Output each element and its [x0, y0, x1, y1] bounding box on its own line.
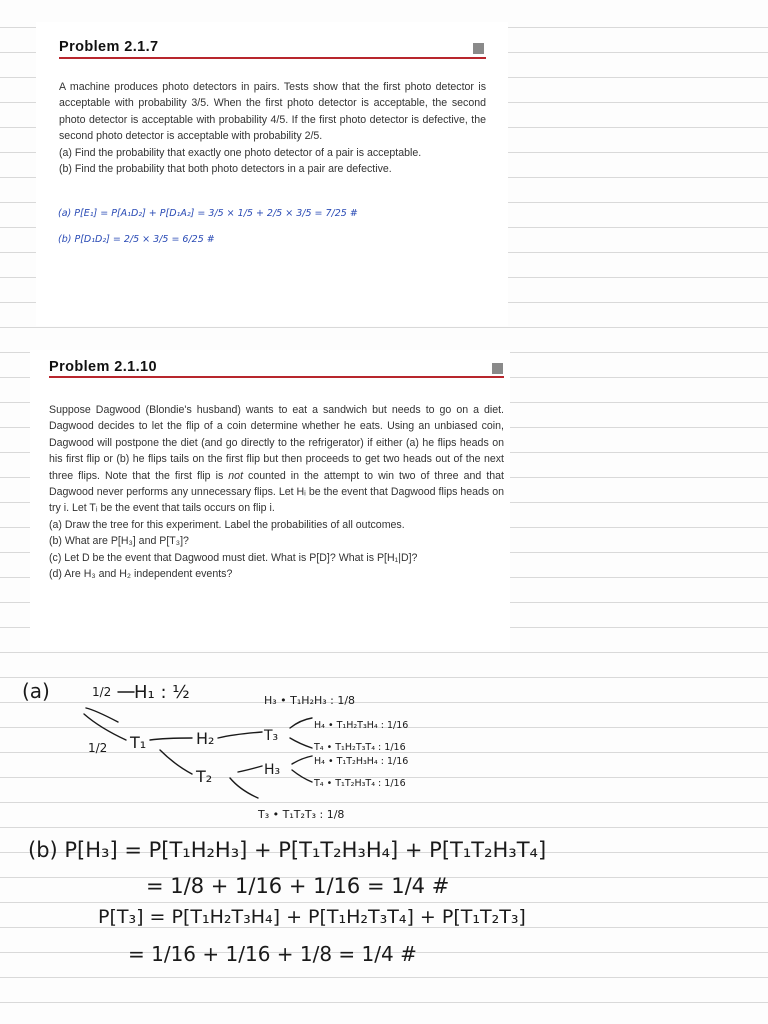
- problem-part-a: (a) Draw the tree for this experiment. Label the probabilities of all outcomes.: [49, 518, 405, 531]
- tree-branch: [84, 714, 126, 740]
- problem-part-d: (d) Are H₃ and H₂ independent events?: [49, 568, 233, 581]
- node-h2: H₂: [196, 729, 215, 748]
- tree-branch: [238, 766, 262, 772]
- end-square-icon: [492, 363, 503, 374]
- problem-part-b: (b) What are P[H₃] and P[T₃]?: [49, 535, 189, 548]
- problem-statement: Suppose Dagwood (Blondie's husband) wants to eat a sandwich but needs to go on a diet. Dagwood decides to let the flip of a coin determine whether he eats. Using an unbiased coin, Dagwood will postpone the diet (and go directly to the refrigerator) if either (a) he flips heads on his first flip or (b) he flips tails on the first flip but then proceeds to get two heads out of the next three flips. Note that the first flip is not counted in the attempt to win two of three and that Dagwood never performs any unnecessary flips. Let Hᵢ be the event that Dagwood flips heads on try i. Let Tᵢ be the event that tails occurs on flip i.: [49, 404, 504, 515]
- handwritten-answer-b: (b) P[D₁D₂] = 2/5 × 3/5 = 6/25 #: [58, 234, 215, 245]
- tree-branch: [290, 718, 312, 728]
- tree-branch: [230, 778, 258, 798]
- outcome-label: H₃ • T₁H₂H₃ : 1/8: [264, 694, 356, 707]
- problem-body: [49, 402, 504, 582]
- node-t3: T₃: [264, 728, 279, 744]
- problem-card-2-1-10: [30, 350, 510, 650]
- problem-title: Problem 2.1.10: [49, 359, 157, 375]
- outcome-label: T₃ • T₁T₂T₃ : 1/8: [258, 808, 345, 821]
- problem-part-b: (b) Find the probability that both photo detectors in a pair are defective.: [59, 163, 392, 176]
- node-h1-outcome: H₁ : ½: [134, 682, 190, 703]
- work-b-line4: = 1/16 + 1/16 + 1/8 = 1/4 #: [128, 942, 417, 966]
- outcome-label: T₄ • T₁T₂H₃T₄ : 1/16: [314, 778, 406, 789]
- tree-branch: [292, 770, 312, 782]
- tree-branch: [150, 738, 192, 740]
- tree-branch: [292, 756, 312, 764]
- tree-branch: [160, 750, 192, 774]
- handwritten-answer-a: (a) P[E₁] = P[A₁D₂] + P[D₁A₂] = 3/5 × 1/5 + 2/5 × 3/5 = 7/25 #: [58, 208, 358, 219]
- problem-part-c: (c) Let D be the event that Dagwood must diet. What is P[D]? What is P[H₁|D]?: [49, 551, 418, 564]
- title-underline: [49, 376, 504, 378]
- end-square-icon: [473, 43, 484, 54]
- node-h3: H₃: [264, 762, 281, 778]
- problem-title: Problem 2.1.7: [59, 39, 159, 55]
- outcome-label: H₄ • T₁H₂T₃H₄ : 1/16: [314, 720, 409, 731]
- node-t2: T₂: [196, 767, 213, 786]
- part-a-label: (a): [22, 679, 50, 703]
- work-b-line2: = 1/8 + 1/16 + 1/16 = 1/4 #: [146, 874, 450, 898]
- outcome-label: T₄ • T₁H₂T₃T₄ : 1/16: [314, 742, 406, 753]
- work-b-line3: P[T₃] = P[T₁H₂T₃H₄] + P[T₁H₂T₃T₄] + P[T₁T₂T₃]: [98, 906, 526, 928]
- problem-body: [59, 79, 486, 177]
- branch-prob: 1/2: [92, 685, 112, 699]
- outcome-label: H₄ • T₁T₂H₃H₄ : 1/16: [314, 756, 409, 767]
- branch-prob: 1/2: [88, 741, 108, 755]
- problem-statement: A machine produces photo detectors in pairs. Tests show that the first photo detector is acceptable with probability 3/5. When the first photo detector is acceptable, the second photo detector is acceptable with probability 4/5. If the first photo detector is defective, the second photo detector is acceptable with probability 2/5.: [59, 81, 486, 143]
- tree-branch: [290, 738, 312, 748]
- node-t1: T₁: [130, 733, 147, 752]
- tree-branch: [218, 732, 262, 738]
- title-underline: [59, 57, 486, 59]
- work-b-line1: (b) P[H₃] = P[T₁H₂H₃] + P[T₁T₂H₃H₄] + P[T₁T₂H₃T₄]: [28, 838, 547, 862]
- problem-part-a: (a) Find the probability that exactly one photo detector of a pair is acceptable.: [59, 146, 422, 159]
- problem-card-2-1-7: [36, 22, 508, 326]
